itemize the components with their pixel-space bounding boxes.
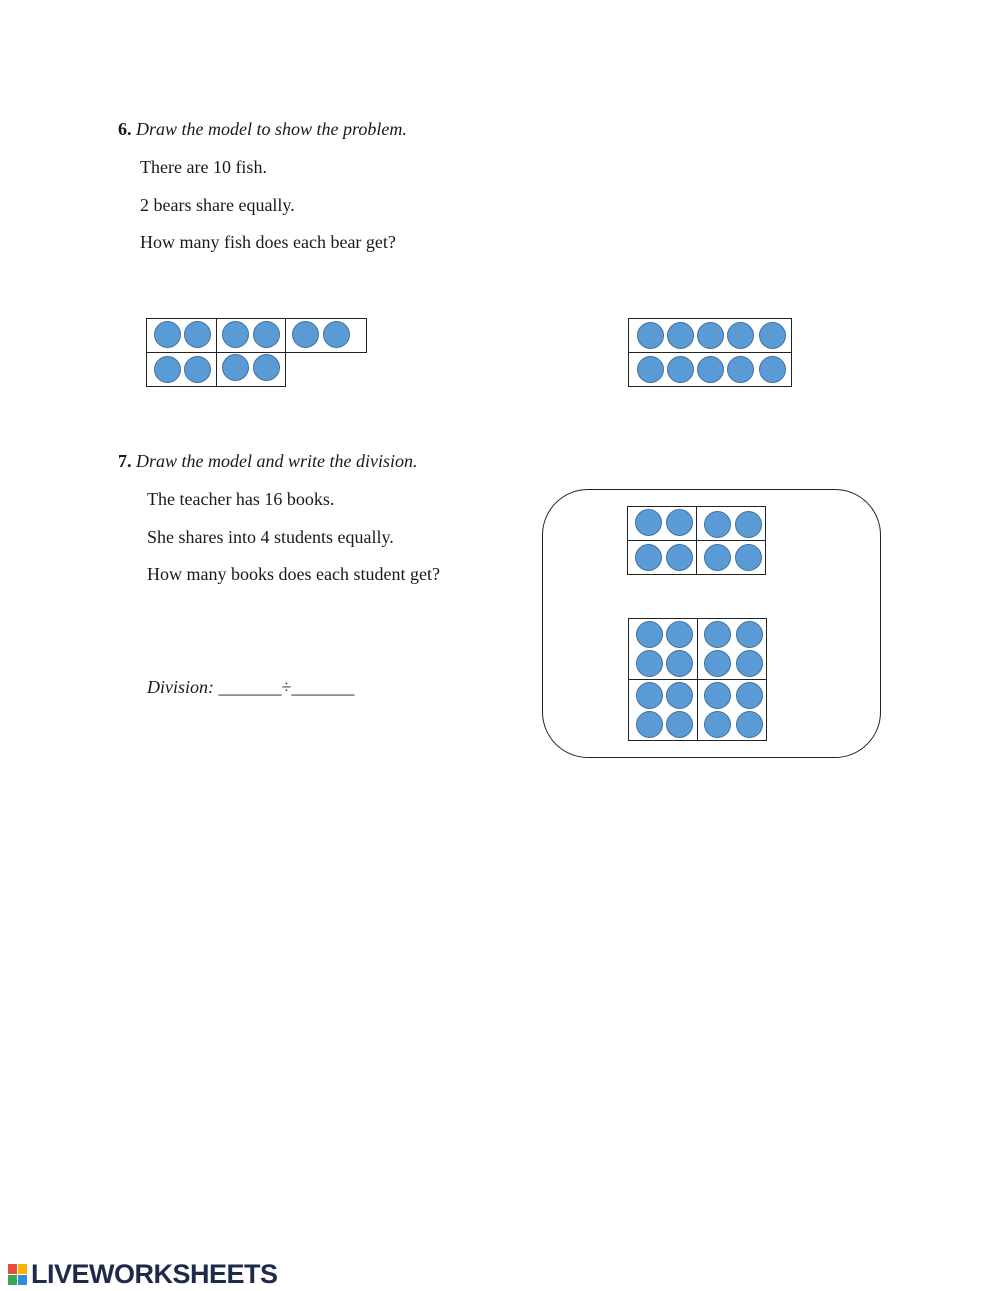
counter-dot: [323, 321, 350, 348]
q7-instruction: Draw the model and write the division.: [136, 451, 418, 471]
counter-dot: [666, 509, 693, 536]
counter-dot: [667, 356, 694, 383]
counter-dot: [222, 321, 249, 348]
counter-dot: [253, 354, 280, 381]
counter-dot: [704, 621, 731, 648]
q6-instruction: Draw the model to show the problem.: [136, 119, 407, 139]
counter-dot: [736, 650, 763, 677]
counter-dot: [704, 682, 731, 709]
counter-dot: [666, 711, 693, 738]
counter-dot: [635, 509, 662, 536]
counter-dot: [292, 321, 319, 348]
counter-dot: [184, 321, 211, 348]
counter-dot: [727, 356, 754, 383]
counter-dot: [637, 356, 664, 383]
counter-dot: [222, 354, 249, 381]
logo-blocks-icon: [8, 1264, 28, 1286]
counter-dot: [735, 511, 762, 538]
liveworksheets-logo[interactable]: [8, 1259, 278, 1290]
counter-dot: [727, 322, 754, 349]
counter-dot: [666, 621, 693, 648]
counter-dot: [736, 711, 763, 738]
q6-line-3: How many fish does each bear get?: [140, 232, 396, 252]
counter-dot: [636, 621, 663, 648]
q6-number: 6.: [118, 119, 132, 139]
counter-dot: [154, 356, 181, 383]
counter-dot: [666, 682, 693, 709]
counter-dot: [154, 321, 181, 348]
counter-dot: [704, 650, 731, 677]
counter-dot: [636, 711, 663, 738]
counter-dot: [704, 511, 731, 538]
counter-dot: [759, 356, 786, 383]
counter-dot: [704, 544, 731, 571]
counter-dot: [636, 650, 663, 677]
counter-dot: [735, 544, 762, 571]
counter-dot: [736, 621, 763, 648]
counter-dot: [736, 682, 763, 709]
counter-dot: [184, 356, 211, 383]
division-blank[interactable]: _______÷_______: [218, 677, 355, 697]
counter-dot: [759, 322, 786, 349]
q7-line-2: She shares into 4 students equally.: [147, 527, 394, 547]
counter-dot: [635, 544, 662, 571]
logo-text: LIVEWORKSHEETS: [31, 1259, 278, 1289]
q6-line-1: There are 10 fish.: [140, 157, 267, 177]
counter-dot: [704, 711, 731, 738]
division-label: Division:: [147, 677, 214, 697]
counter-dot: [253, 321, 280, 348]
q6-line-2: 2 bears share equally.: [140, 195, 295, 215]
counter-dot: [697, 356, 724, 383]
q6-heading: [118, 118, 407, 140]
counter-dot: [636, 682, 663, 709]
q7-division-row: [147, 676, 354, 698]
counter-dot: [697, 322, 724, 349]
counter-dot: [637, 322, 664, 349]
q7-line-1: The teacher has 16 books.: [147, 489, 335, 509]
q7-line-3: How many books does each student get?: [147, 564, 440, 584]
q7-heading: [118, 450, 417, 472]
counter-dot: [666, 650, 693, 677]
counter-dot: [666, 544, 693, 571]
q7-number: 7.: [118, 451, 132, 471]
counter-dot: [667, 322, 694, 349]
